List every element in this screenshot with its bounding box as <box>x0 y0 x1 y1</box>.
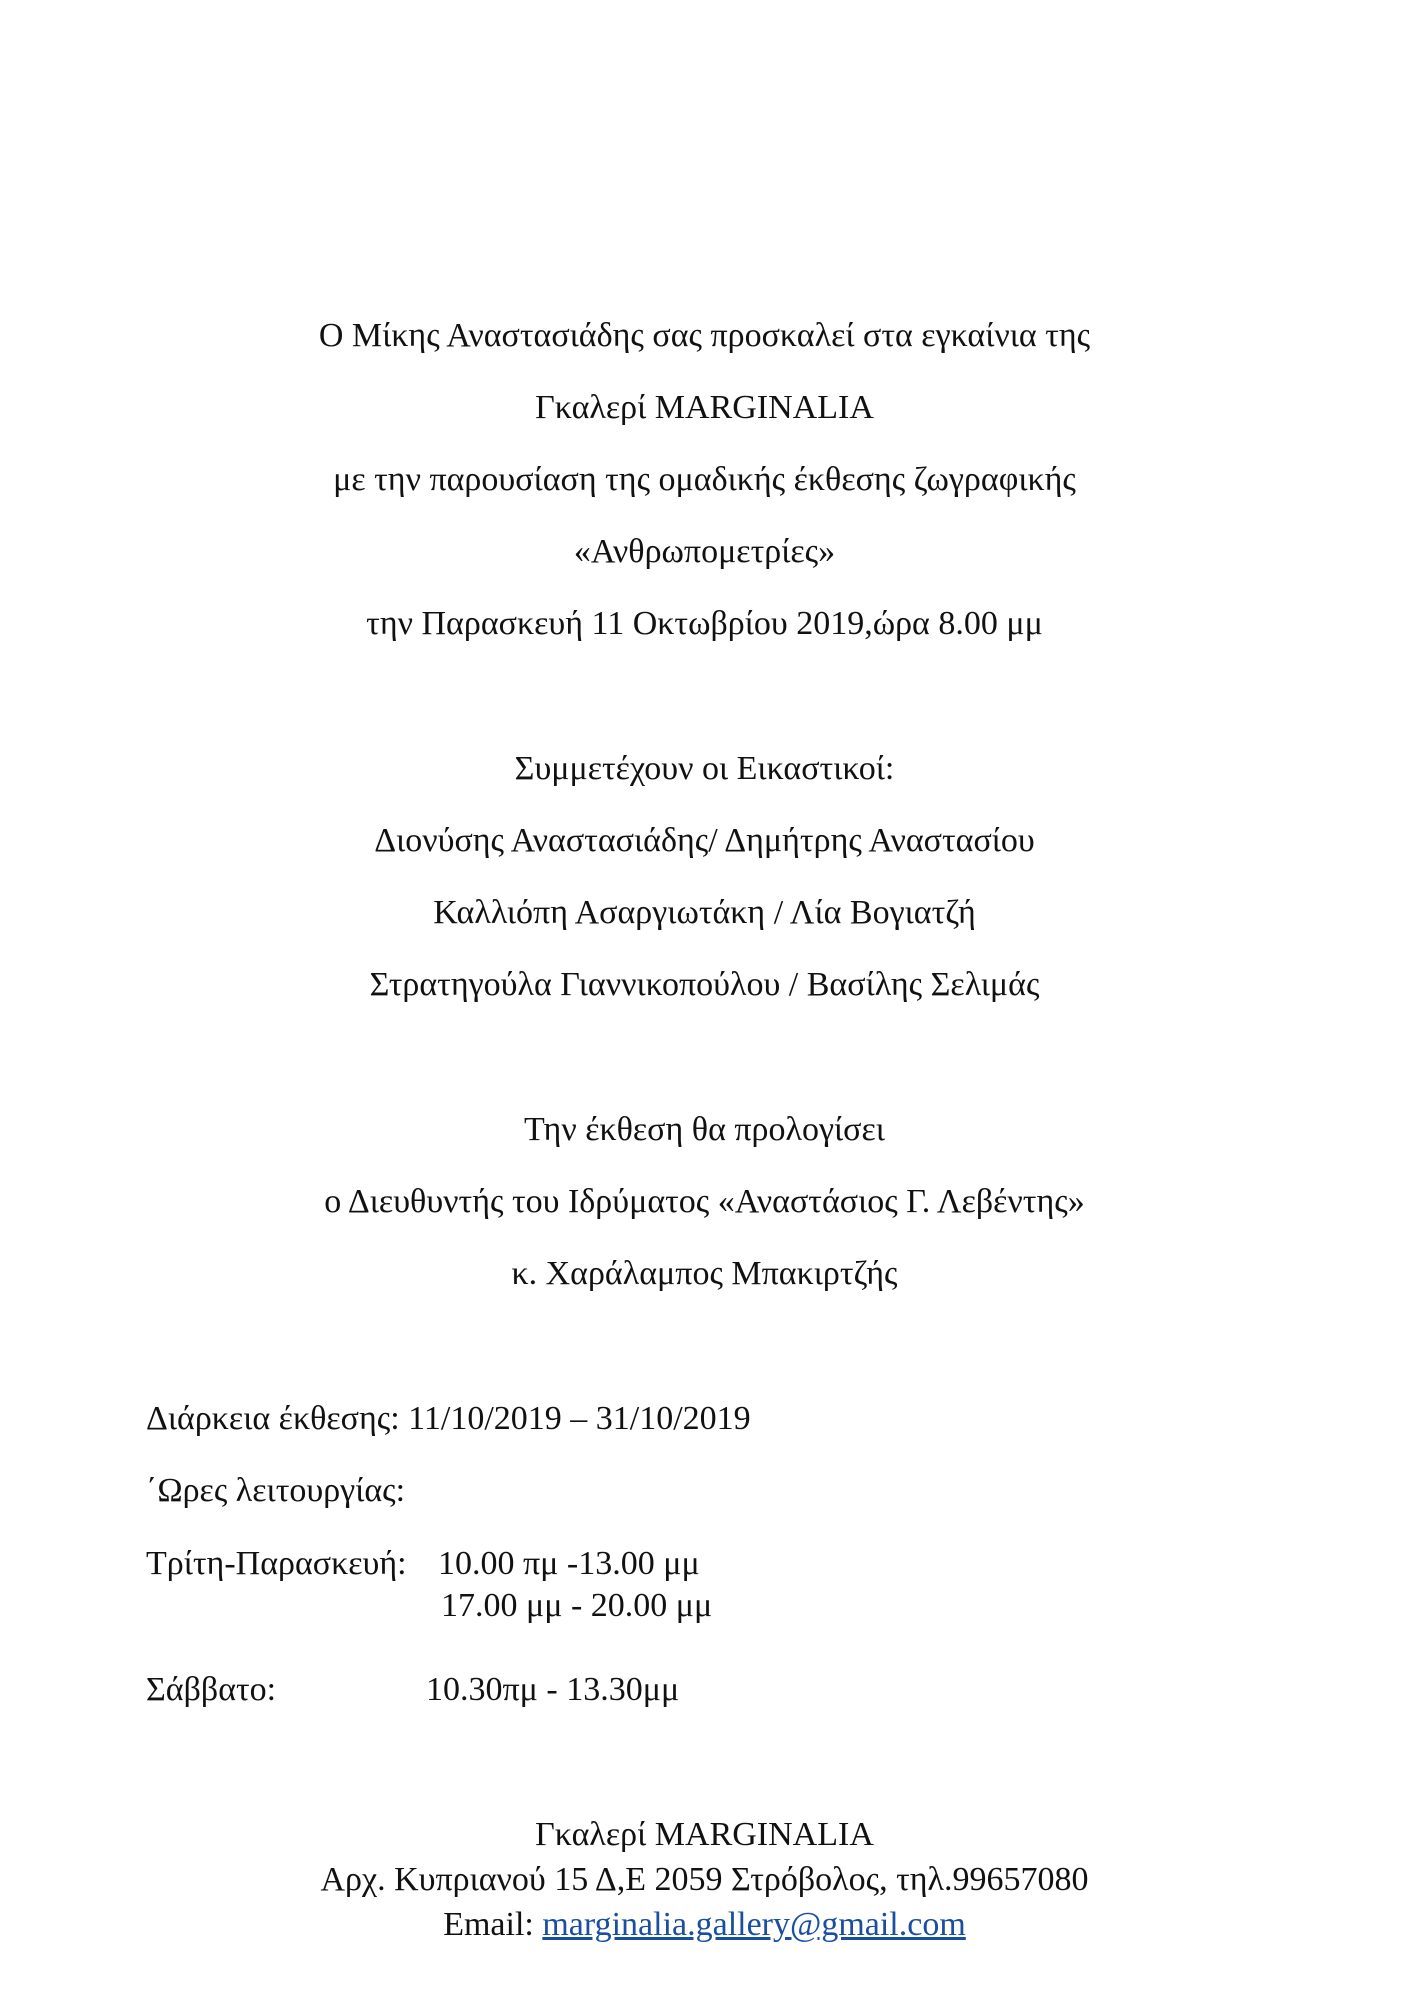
weekday-slot-2: 17.00 μμ - 20.00 μμ <box>441 1587 713 1624</box>
saturday-label: Σάββατο: <box>146 1671 277 1708</box>
footer-email-label: Email: <box>443 1906 534 1943</box>
footer-email-row <box>0 1905 1409 1945</box>
prologue-line-1: Την έκθεση θα προλογίσει <box>524 1111 885 1148</box>
artists-heading: Συμμετέχουν οι Εικαστικοί: <box>514 750 895 787</box>
weekday-slot-1: 10.00 πμ -13.00 μμ <box>438 1545 700 1582</box>
duration-value: 11/10/2019 – 31/10/2019 <box>408 1400 751 1437</box>
weekday-label: Τρίτη-Παρασκευή: <box>146 1545 407 1582</box>
artists-line-3: Στρατηγούλα Γιαννικοπούλου / Βασίλης Σελιμάς <box>369 966 1040 1003</box>
artists-line-2: Καλλιόπη Ασαργιωτάκη / Λία Βογιατζή <box>433 894 976 931</box>
invitation-line-gallery: Γκαλερί MARGINALIA <box>535 389 874 426</box>
prologue-line-3: κ. Χαράλαμπος Μπακιρτζής <box>511 1255 898 1292</box>
footer-address: Αρχ. Κυπριανού 15 Δ,Ε 2059 Στρόβολος, τηλ.99657080 <box>320 1861 1089 1898</box>
invitation-line-date: την Παρασκευή 11 Οκτωβρίου 2019,ώρα 8.00 μμ <box>366 605 1043 642</box>
artists-line-1: Διονύσης Αναστασιάδης/ Δημήτρης Αναστασίου <box>374 822 1035 859</box>
hours-label: ΄Ωρες λειτουργίας: <box>146 1472 406 1509</box>
prologue-line-2: ο Διευθυντής του Ιδρύματος «Αναστάσιος Γ. Λεβέντης» <box>324 1183 1085 1220</box>
duration-row <box>146 1399 751 1439</box>
footer-gallery-name: Γκαλερί MARGINALIA <box>535 1816 874 1853</box>
saturday-slot: 10.30πμ - 13.30μμ <box>426 1671 680 1708</box>
invitation-line-host: Ο Μίκης Αναστασιάδης σας προσκαλεί στα εγκαίνια της <box>318 317 1091 354</box>
invitation-line-title: «Ανθρωπομετρίες» <box>573 533 836 570</box>
email-link[interactable]: marginalia.gallery@gmail.com <box>542 1906 966 1943</box>
invitation-line-exhibition: με την παρουσίαση της ομαδικής έκθεσης ζωγραφικής <box>333 461 1076 498</box>
duration-label: Διάρκεια έκθεσης: <box>146 1400 400 1437</box>
